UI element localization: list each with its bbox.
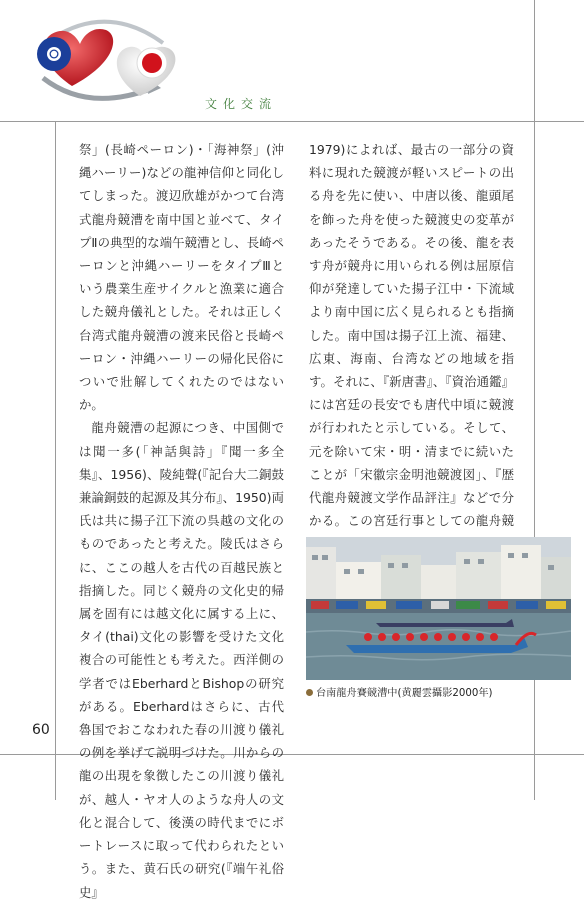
taiwan-flag-icon [37, 37, 71, 71]
photo-caption [306, 684, 493, 699]
dragon-boat-photo [306, 537, 571, 680]
left-margin-rule [55, 121, 56, 800]
paragraph: 1979)によれば、最古の一部分の資料に現れた競渡が軽いスピートの出る舟を先に使い、中唐以後、龍頭尾を飾った舟を使った競渡史の変革があったそうである。その後、龍を表す舟が競舟に用いられる例は屈原信仰が発達していた揚子江中・下流域より南中国に広く見られるとも指摘した。南中国は揚子江上流、福建、広東、海南、台湾などの地域を指す。それに、『新唐書』、『資治通鑑』には宮廷の長安でも唐代中頃に競渡が行われたと示している。そして、元を除いて宋・明・清までに続いたことが「宋徽宗金明池競渡図」、『歴代龍舟競渡文学作品評注』などで分かる。この宮廷行事としての龍舟競 [309, 142, 514, 529]
caption-bullet-icon [306, 689, 313, 696]
cultural-exchange-logo [28, 8, 188, 108]
section-label: 文化交流 [205, 97, 278, 111]
left-text-column [79, 138, 284, 904]
top-rule [0, 121, 584, 122]
japan-flag-icon [142, 53, 162, 73]
paragraph: 祭」(長崎ペーロン)・「海神祭」(沖縄ハーリー)などの龍神信仰と同化してしまった。渡辺欣雄がかつて台湾式龍舟競漕を南中国と並べて、タイプⅡの典型的な端午競漕とし、長崎ペーロンと沖縄ハーリーをタイプⅢという農業生産サイクルと漁業に適合した競舟儀礼とした。それは正しく台湾式龍舟競漕の渡来民俗と長崎ペーロン・沖縄ハーリーの帰化民俗についで壯解してくれたのではないか。 [79, 142, 284, 413]
right-margin-rule [534, 0, 535, 800]
paragraph: 龍舟競漕の起源につき、中国側では聞一多(「神話與詩」『聞一多全集』、1956)、陵純聲(『記台大二銅鼓兼論銅鼓的起源及其分布』、1950)両氏は共に揚子江下流の呉越の文化のものであったと考えた。陵氏はさらに、ここの越人を古代の百越民族と指摘した。同じく競舟の文化史的帰属を固有には越文化に属する上に、タイ(thai)文化の影響を受けた文化複合の可能性とも考えた。西洋側の学者ではEberhardとBishopの研究がある。Eberhardはさらに、古代魯国でおこなわれた春の川渡り儀礼の例を挙げて説明づけた。川からの龍の出現を象徴したこの川渡り儀礼が、越人・ヤオ人のような舟人の文化と混合して、後漢の時代までにボートレースに取って代わられたという。また、黄石氏の研究(『端午礼俗史』 [79, 420, 284, 900]
page-number: 60 [32, 722, 50, 738]
caption-text: 台南龍舟賽競漕中(黄麗雲攝影2000年) [316, 688, 493, 699]
